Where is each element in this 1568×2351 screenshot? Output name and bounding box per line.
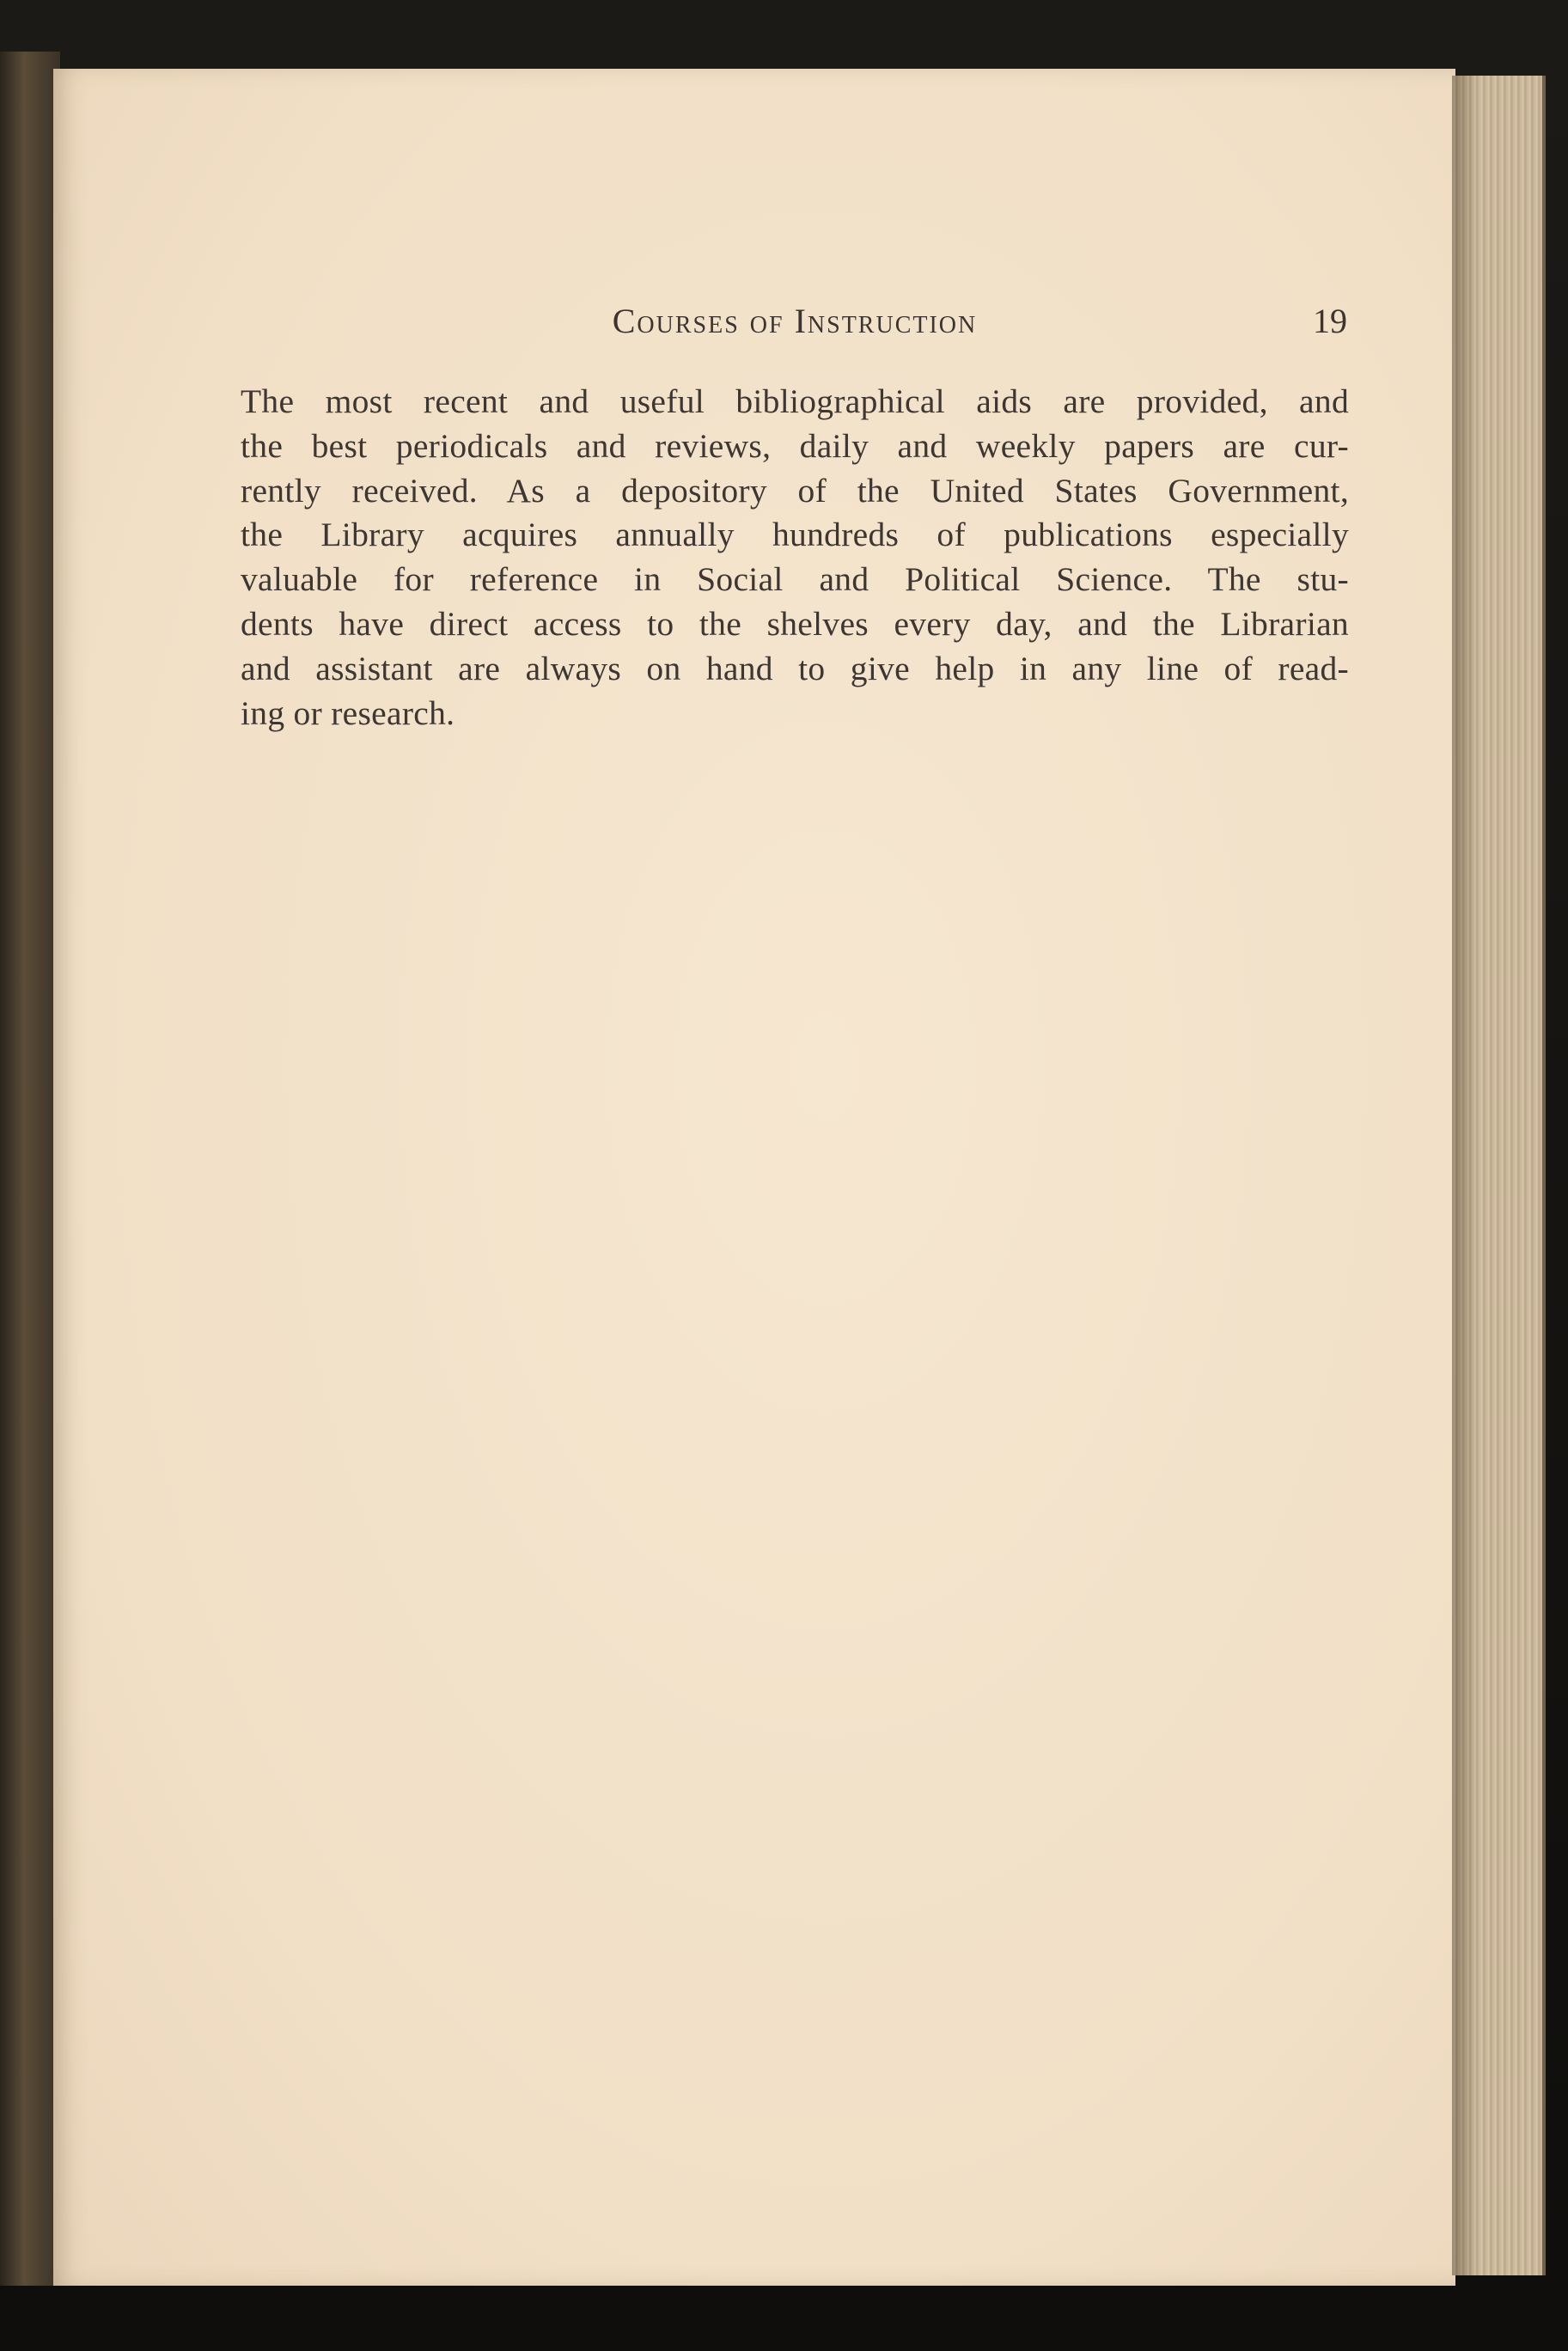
text-line: the Library acquires annually hundreds of publications especially (241, 516, 1349, 554)
running-title: Courses of Instruction (612, 302, 978, 340)
book-binding-edge (0, 52, 60, 2286)
page-header (242, 301, 1347, 352)
text-line: dents have direct access to the shelves every day, and the Librarian (241, 604, 1349, 643)
text-line: the best periodicals and reviews, daily and weekly papers are cur- (241, 426, 1349, 465)
page-number: 19 (1313, 302, 1347, 340)
text-line: ing or research. (241, 693, 455, 732)
text-line: and assistant are always on hand to give help in any line of read- (241, 649, 1349, 687)
text-line: valuable for reference in Social and Political Science. The stu- (241, 560, 1349, 599)
text-line: rently received. As a depository of the United States Government, (241, 471, 1349, 510)
text-line: The most recent and useful bibliographical aids are provided, and (241, 382, 1349, 420)
page-edge-shadow (1452, 76, 1478, 2275)
book-page (53, 69, 1455, 2286)
body-paragraph (241, 380, 1349, 736)
